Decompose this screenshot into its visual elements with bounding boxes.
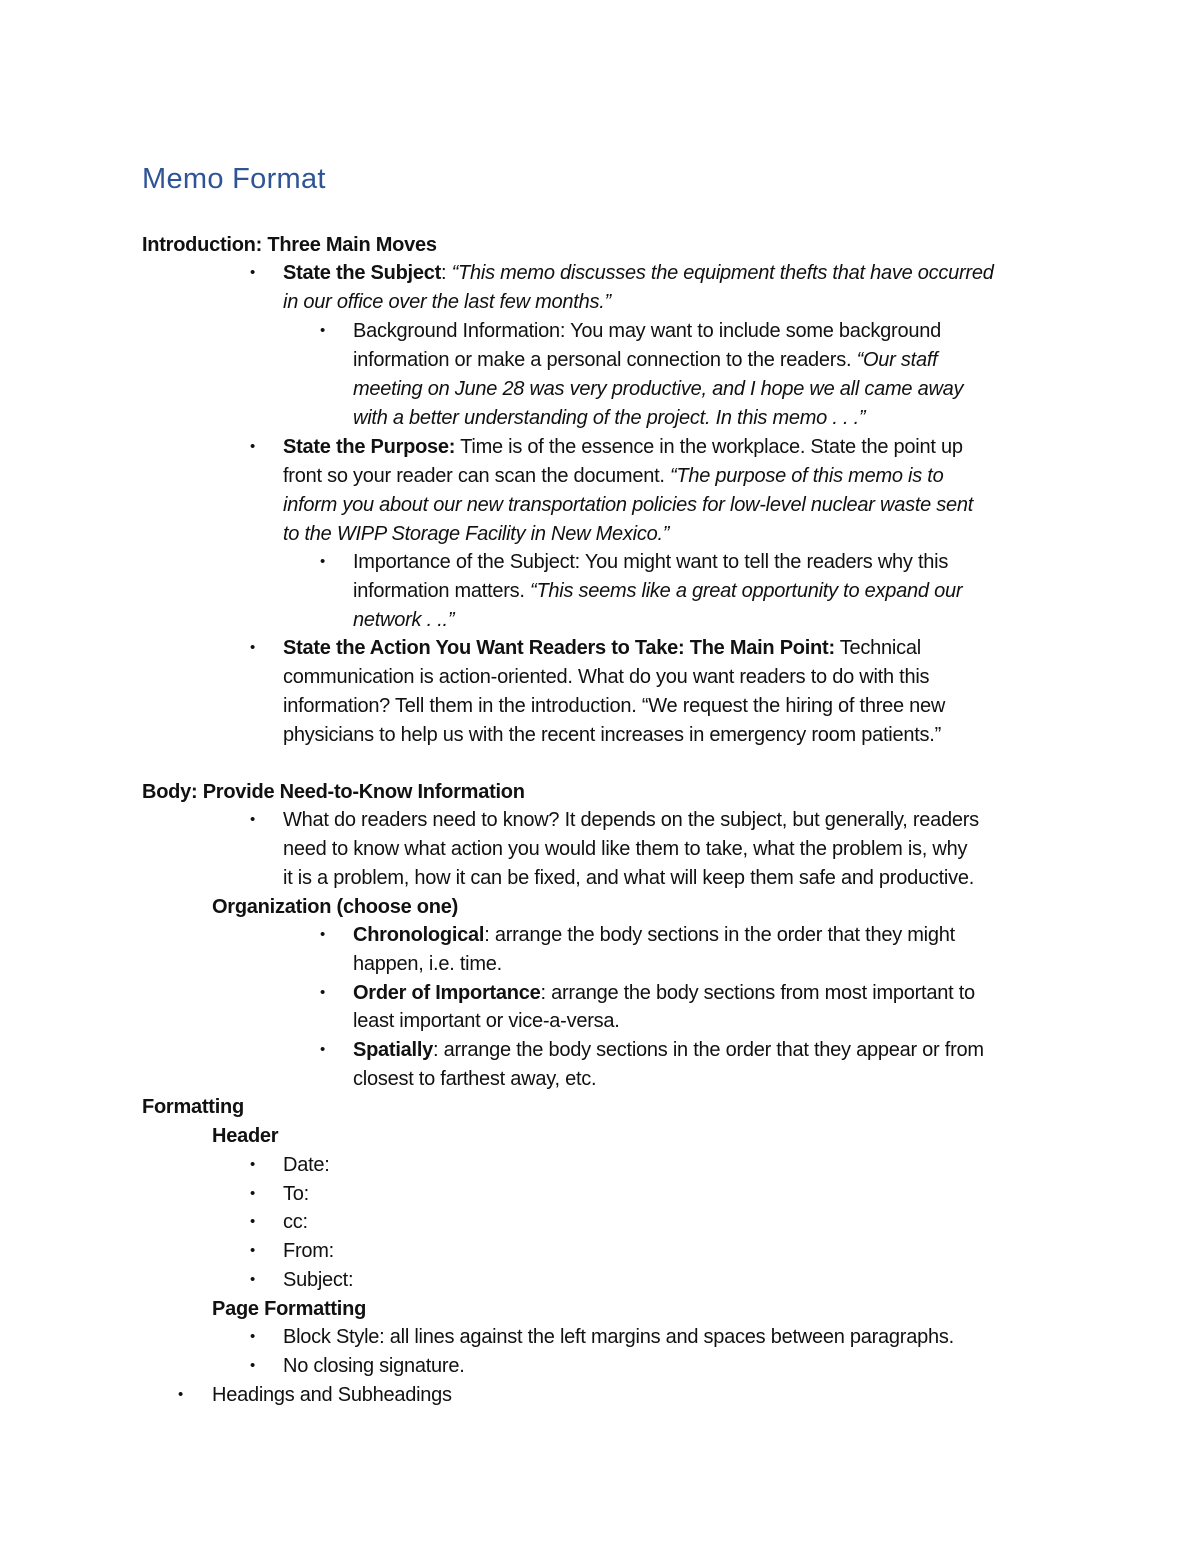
intro-heading: Introduction: Three Main Moves	[142, 234, 437, 256]
header-item-cc: cc:	[283, 1211, 308, 1233]
page-item-no-signature: No closing signature.	[283, 1355, 465, 1377]
formatting-heading: Formatting	[142, 1096, 244, 1118]
body-heading: Body: Provide Need-to-Know Information	[142, 781, 525, 803]
action-line-1: State the Action You Want Readers to Take: The Main Point: Technical	[283, 637, 921, 659]
order-importance-line-2: least important or vice-a-versa.	[353, 1010, 620, 1032]
header-item-subject: Subject:	[283, 1269, 354, 1291]
bullet-icon: •	[250, 264, 256, 281]
purpose-line-4: to the WIPP Storage Facility in New Mexico.”	[283, 523, 670, 545]
page-formatting-heading: Page Formatting	[212, 1298, 367, 1320]
header-heading: Header	[212, 1125, 279, 1147]
bullet-icon: •	[250, 1156, 256, 1173]
bullet-icon: •	[320, 926, 326, 943]
purpose-label: State the Purpose:	[283, 436, 456, 458]
bullet-icon: •	[250, 639, 256, 656]
spatially-label: Spatially	[353, 1039, 434, 1061]
bullet-icon: •	[178, 1386, 184, 1403]
action-label: State the Action You Want Readers to Take: The Main Point:	[283, 637, 835, 659]
bullet-icon: •	[320, 1041, 326, 1058]
subject-label: State the Subject	[283, 262, 442, 284]
bullet-icon: •	[250, 1328, 256, 1345]
page-item-block-style: Block Style: all lines against the left margins and spaces between paragraphs.	[283, 1326, 954, 1348]
action-line-2: communication is action-oriented. What do you want readers to do with this	[283, 666, 930, 688]
bullet-icon: •	[320, 553, 326, 570]
header-item-to: To:	[283, 1183, 309, 1205]
action-line-4: physicians to help us with the recent increases in emergency room patients.”	[283, 724, 942, 746]
order-importance-label: Order of Importance	[353, 982, 541, 1004]
need-line-3: it is a problem, how it can be fixed, and what will keep them safe and productive.	[283, 867, 974, 889]
header-item-from: From:	[283, 1240, 334, 1262]
spatially-line-2: closest to farthest away, etc.	[353, 1068, 597, 1090]
background-line-2: information or make a personal connection to the readers. “Our staff	[353, 349, 938, 371]
need-line-2: need to know what action you would like them to take, what the problem is, why	[283, 838, 968, 860]
bullet-icon: •	[250, 1242, 256, 1259]
background-line-3: meeting on June 28 was very productive, and I hope we all came away	[353, 378, 964, 400]
bullet-icon: •	[250, 1185, 256, 1202]
bullet-icon: •	[320, 984, 326, 1001]
chronological-line-2: happen, i.e. time.	[353, 953, 502, 975]
spatially-line-1: Spatially: arrange the body sections in the order that they appear or from	[353, 1039, 984, 1061]
background-line-1: Background Information: You may want to include some background	[353, 320, 941, 342]
chronological-label: Chronological	[353, 924, 485, 946]
action-line-3: information? Tell them in the introduction. “We request the hiring of three new	[283, 695, 946, 717]
purpose-line-3: inform you about our new transportation policies for low-level nuclear waste sent	[283, 494, 974, 516]
bullet-icon: •	[250, 1357, 256, 1374]
purpose-line-2: front so your reader can scan the document. “The purpose of this memo is to	[283, 465, 944, 487]
bullet-icon: •	[320, 322, 326, 339]
headings-item: Headings and Subheadings	[212, 1384, 452, 1406]
page-title: Memo Format	[142, 163, 326, 195]
need-line-1: What do readers need to know? It depends on the subject, but generally, readers	[283, 809, 979, 831]
subject-line-2: in our office over the last few months.”	[283, 291, 611, 313]
organization-heading: Organization (choose one)	[212, 896, 458, 918]
bullet-icon: •	[250, 1271, 256, 1288]
background-line-4: with a better understanding of the project. In this memo . . .”	[353, 407, 866, 429]
order-importance-line-1: Order of Importance: arrange the body sections from most important to	[353, 982, 975, 1004]
importance-line-2: information matters. “This seems like a great opportunity to expand our	[353, 580, 963, 602]
chronological-line-1: Chronological: arrange the body sections in the order that they might	[353, 924, 955, 946]
header-item-date: Date:	[283, 1154, 330, 1176]
importance-line-3: network . ..”	[353, 609, 455, 631]
bullet-icon: •	[250, 438, 256, 455]
importance-line-1: Importance of the Subject: You might want to tell the readers why this	[353, 551, 949, 573]
subject-line-1: State the Subject: “This memo discusses the equipment thefts that have occurred	[283, 262, 994, 284]
bullet-icon: •	[250, 1213, 256, 1230]
bullet-icon: •	[250, 811, 256, 828]
purpose-line-1: State the Purpose: Time is of the essence in the workplace. State the point up	[283, 436, 963, 458]
